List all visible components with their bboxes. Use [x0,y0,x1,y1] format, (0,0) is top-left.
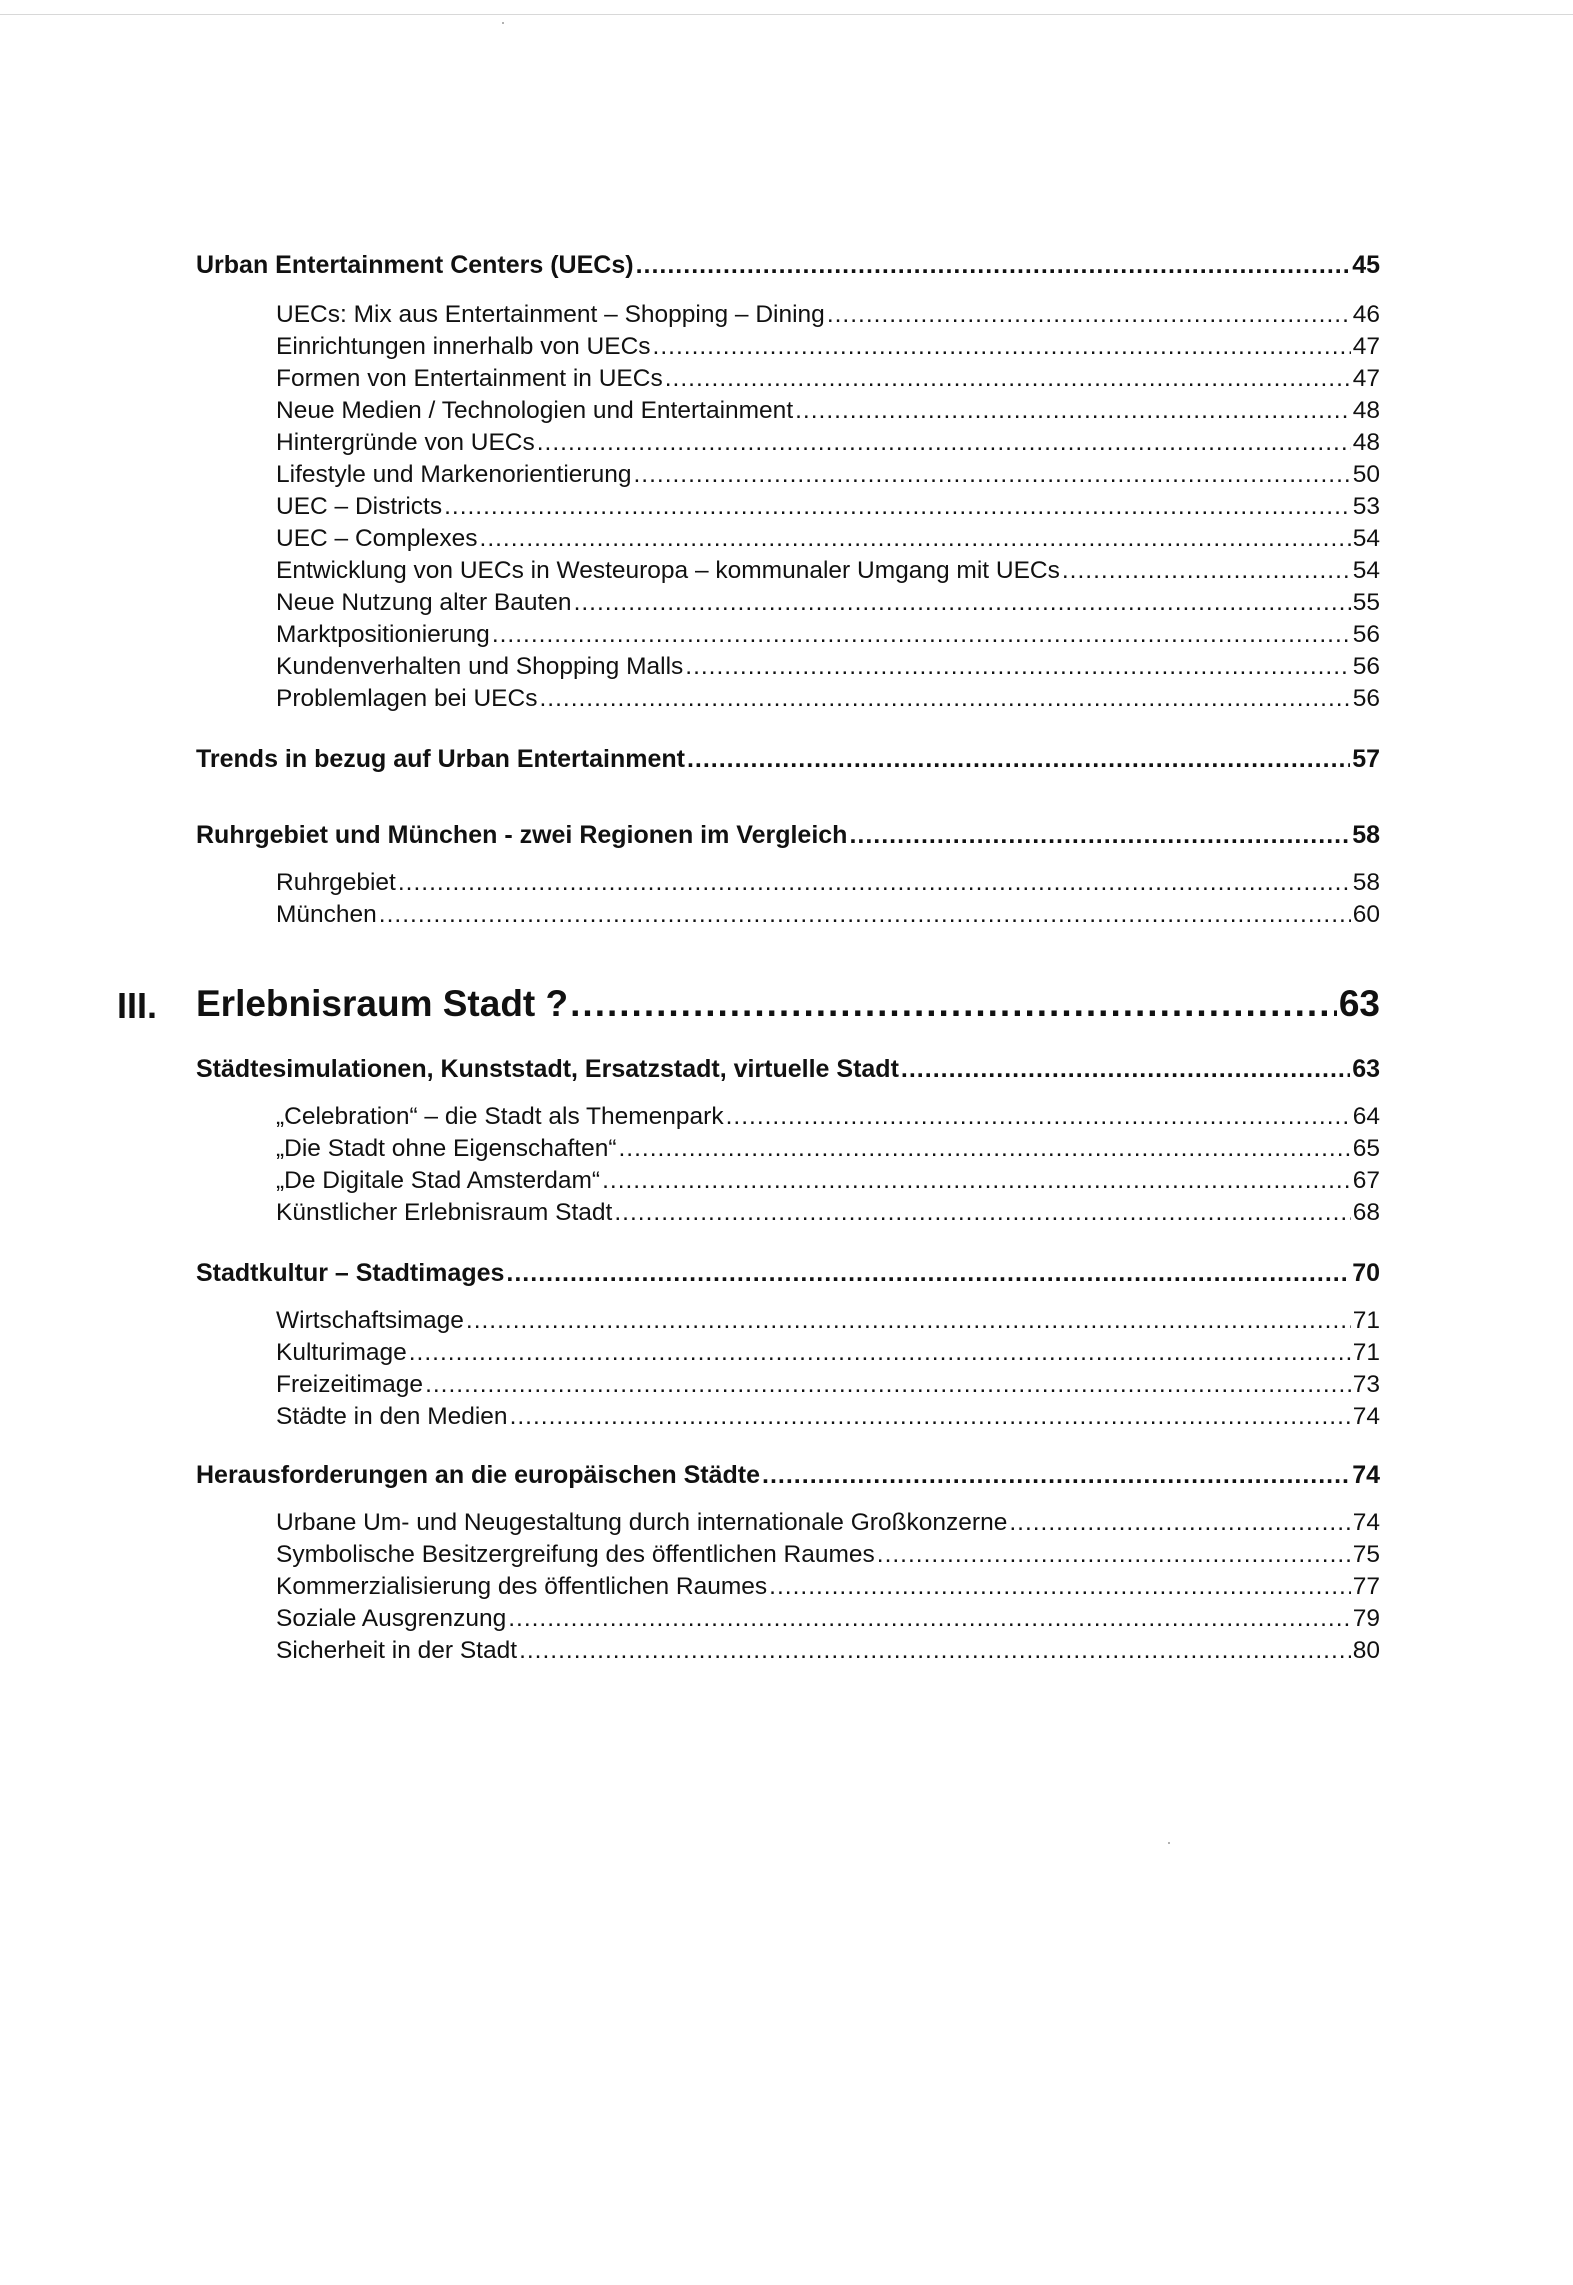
toc-entry [276,1573,1380,1605]
toc-section-heading [196,1461,1380,1493]
toc-entry-title: Künstlicher Erlebnisraum Stadt [276,1199,613,1226]
toc-page-number: 54 [1352,557,1380,584]
toc-leader-dots [877,1541,1351,1569]
toc-page-number: 56 [1352,621,1380,648]
toc-leader-dots [901,1055,1350,1084]
toc-leader-dots [425,1371,1351,1399]
toc-page-number: 64 [1352,1103,1380,1130]
toc-entry-title: Freizeitimage [276,1371,424,1398]
toc-page-number: 60 [1352,901,1380,928]
toc-leader-dots [537,429,1351,457]
toc-page-number: 48 [1352,397,1380,424]
toc-entry-title: UEC – Complexes [276,525,478,552]
toc-leader-dots [519,1637,1351,1665]
toc-leader-dots [726,1103,1351,1131]
toc-leader-dots [492,621,1351,649]
toc-leader-dots [665,365,1351,393]
toc-page-number: 77 [1352,1573,1380,1600]
toc-entry [276,1199,1380,1231]
toc-section-heading [196,1259,1380,1291]
toc-entry-title: Ruhrgebiet [276,869,396,896]
toc-page-number: 46 [1352,301,1380,328]
toc-page-number: 68 [1352,1199,1380,1226]
toc-chapter-title: Erlebnisraum Stadt ? [196,983,569,1024]
toc-entry [276,589,1380,621]
toc-page-number: 63 [1338,983,1380,1024]
toc-leader-dots [619,1135,1351,1163]
toc-page-number: 73 [1352,1371,1380,1398]
toc-entry-title: Neue Nutzung alter Bauten [276,589,572,616]
toc-entry [276,1307,1380,1339]
toc-entry [276,1103,1380,1135]
toc-entry [276,1403,1380,1435]
toc-page-number: 74 [1352,1461,1380,1489]
toc-page-number: 55 [1352,589,1380,616]
toc-section-heading [196,1055,1380,1087]
toc-page-number: 80 [1352,1637,1380,1664]
toc-leader-dots [633,461,1350,489]
scan-edge-line [0,14,1573,15]
toc-leader-dots [539,685,1350,713]
toc-entry [276,653,1380,685]
toc-leader-dots [762,1461,1350,1490]
toc-page-number: 74 [1352,1403,1380,1430]
toc-entry-title: Symbolische Besitzergreifung des öffentlichen Raumes [276,1541,875,1568]
toc-leader-dots [795,397,1351,425]
chapter-numeral: III. [117,985,158,1026]
toc-leader-dots [687,745,1350,774]
toc-section-title: Stadtkultur – Stadtimages [196,1259,505,1287]
toc-page-number: 75 [1352,1541,1380,1568]
toc-entry-title: Marktpositionierung [276,621,490,648]
toc-page-number: 47 [1352,365,1380,392]
toc-entry-title: Hintergründe von UECs [276,429,535,456]
toc-page-number: 57 [1352,745,1380,773]
toc-leader-dots [614,1199,1350,1227]
toc-entry-title: Kulturimage [276,1339,407,1366]
toc-entry-title: Einrichtungen innerhalb von UECs [276,333,651,360]
toc-leader-dots [849,821,1350,850]
toc-entry-title: Lifestyle und Markenorientierung [276,461,632,488]
scan-speck [502,22,504,24]
toc-entry [276,461,1380,493]
toc-entry-title: Kommerzialisierung des öffentlichen Raumes [276,1573,768,1600]
toc-entry [276,397,1380,429]
toc-page-number: 58 [1352,869,1380,896]
toc-entry-title: Entwicklung von UECs in Westeuropa – kommunaler Umgang mit UECs [276,557,1060,584]
toc-section-heading [196,251,1380,283]
toc-entry [276,333,1380,365]
toc-leader-dots [769,1573,1351,1601]
toc-entry-title: „Celebration“ – die Stadt als Themenpark [276,1103,724,1130]
toc-entry [276,621,1380,653]
toc-page-number: 54 [1352,525,1380,552]
toc-section-title: Urban Entertainment Centers (UECs) [196,251,634,279]
toc-leader-dots [574,589,1351,617]
toc-entry [276,1605,1380,1637]
toc-page-number: 63 [1352,1055,1380,1083]
toc-page-number: 71 [1352,1339,1380,1366]
toc-entry [276,301,1380,333]
toc-leader-dots [1009,1509,1350,1537]
toc-leader-dots [636,251,1351,280]
toc-page-number: 56 [1352,653,1380,680]
toc-entry-title: Urbane Um- und Neugestaltung durch internationale Großkonzerne [276,1509,1008,1536]
toc-entry-title: „De Digitale Stad Amsterdam“ [276,1167,601,1194]
toc-leader-dots [444,493,1351,521]
toc-leader-dots [508,1605,1351,1633]
toc-entry [276,1371,1380,1403]
toc-page-number: 50 [1352,461,1380,488]
toc-entry-title: „Die Stadt ohne Eigenschaften“ [276,1135,617,1162]
toc-entry-title: Städte in den Medien [276,1403,508,1430]
toc-entry [276,1541,1380,1573]
toc-page-number: 56 [1352,685,1380,712]
toc-section-heading [196,821,1380,853]
toc-entry [276,1637,1380,1669]
toc-page-number: 53 [1352,493,1380,520]
toc-entry-title: Neue Medien / Technologien und Entertainment [276,397,794,424]
toc-leader-dots [602,1167,1351,1195]
scan-speck [1168,1842,1170,1844]
toc-section-title: Städtesimulationen, Kunststadt, Ersatzstadt, virtuelle Stadt [196,1055,899,1083]
toc-leader-dots [685,653,1350,681]
toc-entry-title: UECs: Mix aus Entertainment – Shopping – Dining [276,301,825,328]
toc-leader-dots [510,1403,1351,1431]
toc-entry [276,1135,1380,1167]
toc-entry [276,685,1380,717]
toc-leader-dots [653,333,1351,361]
toc-leader-dots [570,983,1337,1025]
toc-entry [276,1509,1380,1541]
toc-entry-title: Sicherheit in der Stadt [276,1637,518,1664]
toc-entry [276,1167,1380,1199]
toc-entry [276,901,1380,933]
toc-page-number: 65 [1352,1135,1380,1162]
toc-leader-dots [379,901,1351,929]
toc-leader-dots [480,525,1351,553]
toc-entry-title: Wirtschaftsimage [276,1307,464,1334]
toc-page-number: 74 [1352,1509,1380,1536]
toc-entry-title: Problemlagen bei UECs [276,685,538,712]
toc-chapter-heading [196,983,1380,1029]
toc-section-title: Ruhrgebiet und München - zwei Regionen im Vergleich [196,821,848,849]
toc-leader-dots [409,1339,1351,1367]
toc-section-title: Herausforderungen an die europäischen Städte [196,1461,761,1489]
toc-page-number: 71 [1352,1307,1380,1334]
toc-entry-title: Kundenverhalten und Shopping Malls [276,653,684,680]
toc-page-number: 48 [1352,429,1380,456]
toc-page-number: 58 [1352,821,1380,849]
toc-leader-dots [506,1259,1350,1288]
toc-entry-title: Soziale Ausgrenzung [276,1605,507,1632]
toc-page-number: 70 [1352,1259,1380,1287]
toc-leader-dots [466,1307,1351,1335]
toc-entry [276,429,1380,461]
toc-entry-title: Formen von Entertainment in UECs [276,365,663,392]
toc-page-number: 47 [1352,333,1380,360]
toc-section-heading [196,745,1380,777]
toc-entry [276,525,1380,557]
toc-entry [276,365,1380,397]
toc-entry [276,869,1380,901]
toc-entry-title: München [276,901,377,928]
toc-entry [276,1339,1380,1371]
toc-page-number: 45 [1352,251,1380,279]
toc-page-number: 67 [1352,1167,1380,1194]
toc-entry-title: UEC – Districts [276,493,443,520]
toc-entry [276,493,1380,525]
toc-leader-dots [398,869,1351,897]
toc-leader-dots [827,301,1351,329]
toc-entry [276,557,1380,589]
toc-page-number: 79 [1352,1605,1380,1632]
toc-section-title: Trends in bezug auf Urban Entertainment [196,745,685,773]
toc-leader-dots [1062,557,1351,585]
